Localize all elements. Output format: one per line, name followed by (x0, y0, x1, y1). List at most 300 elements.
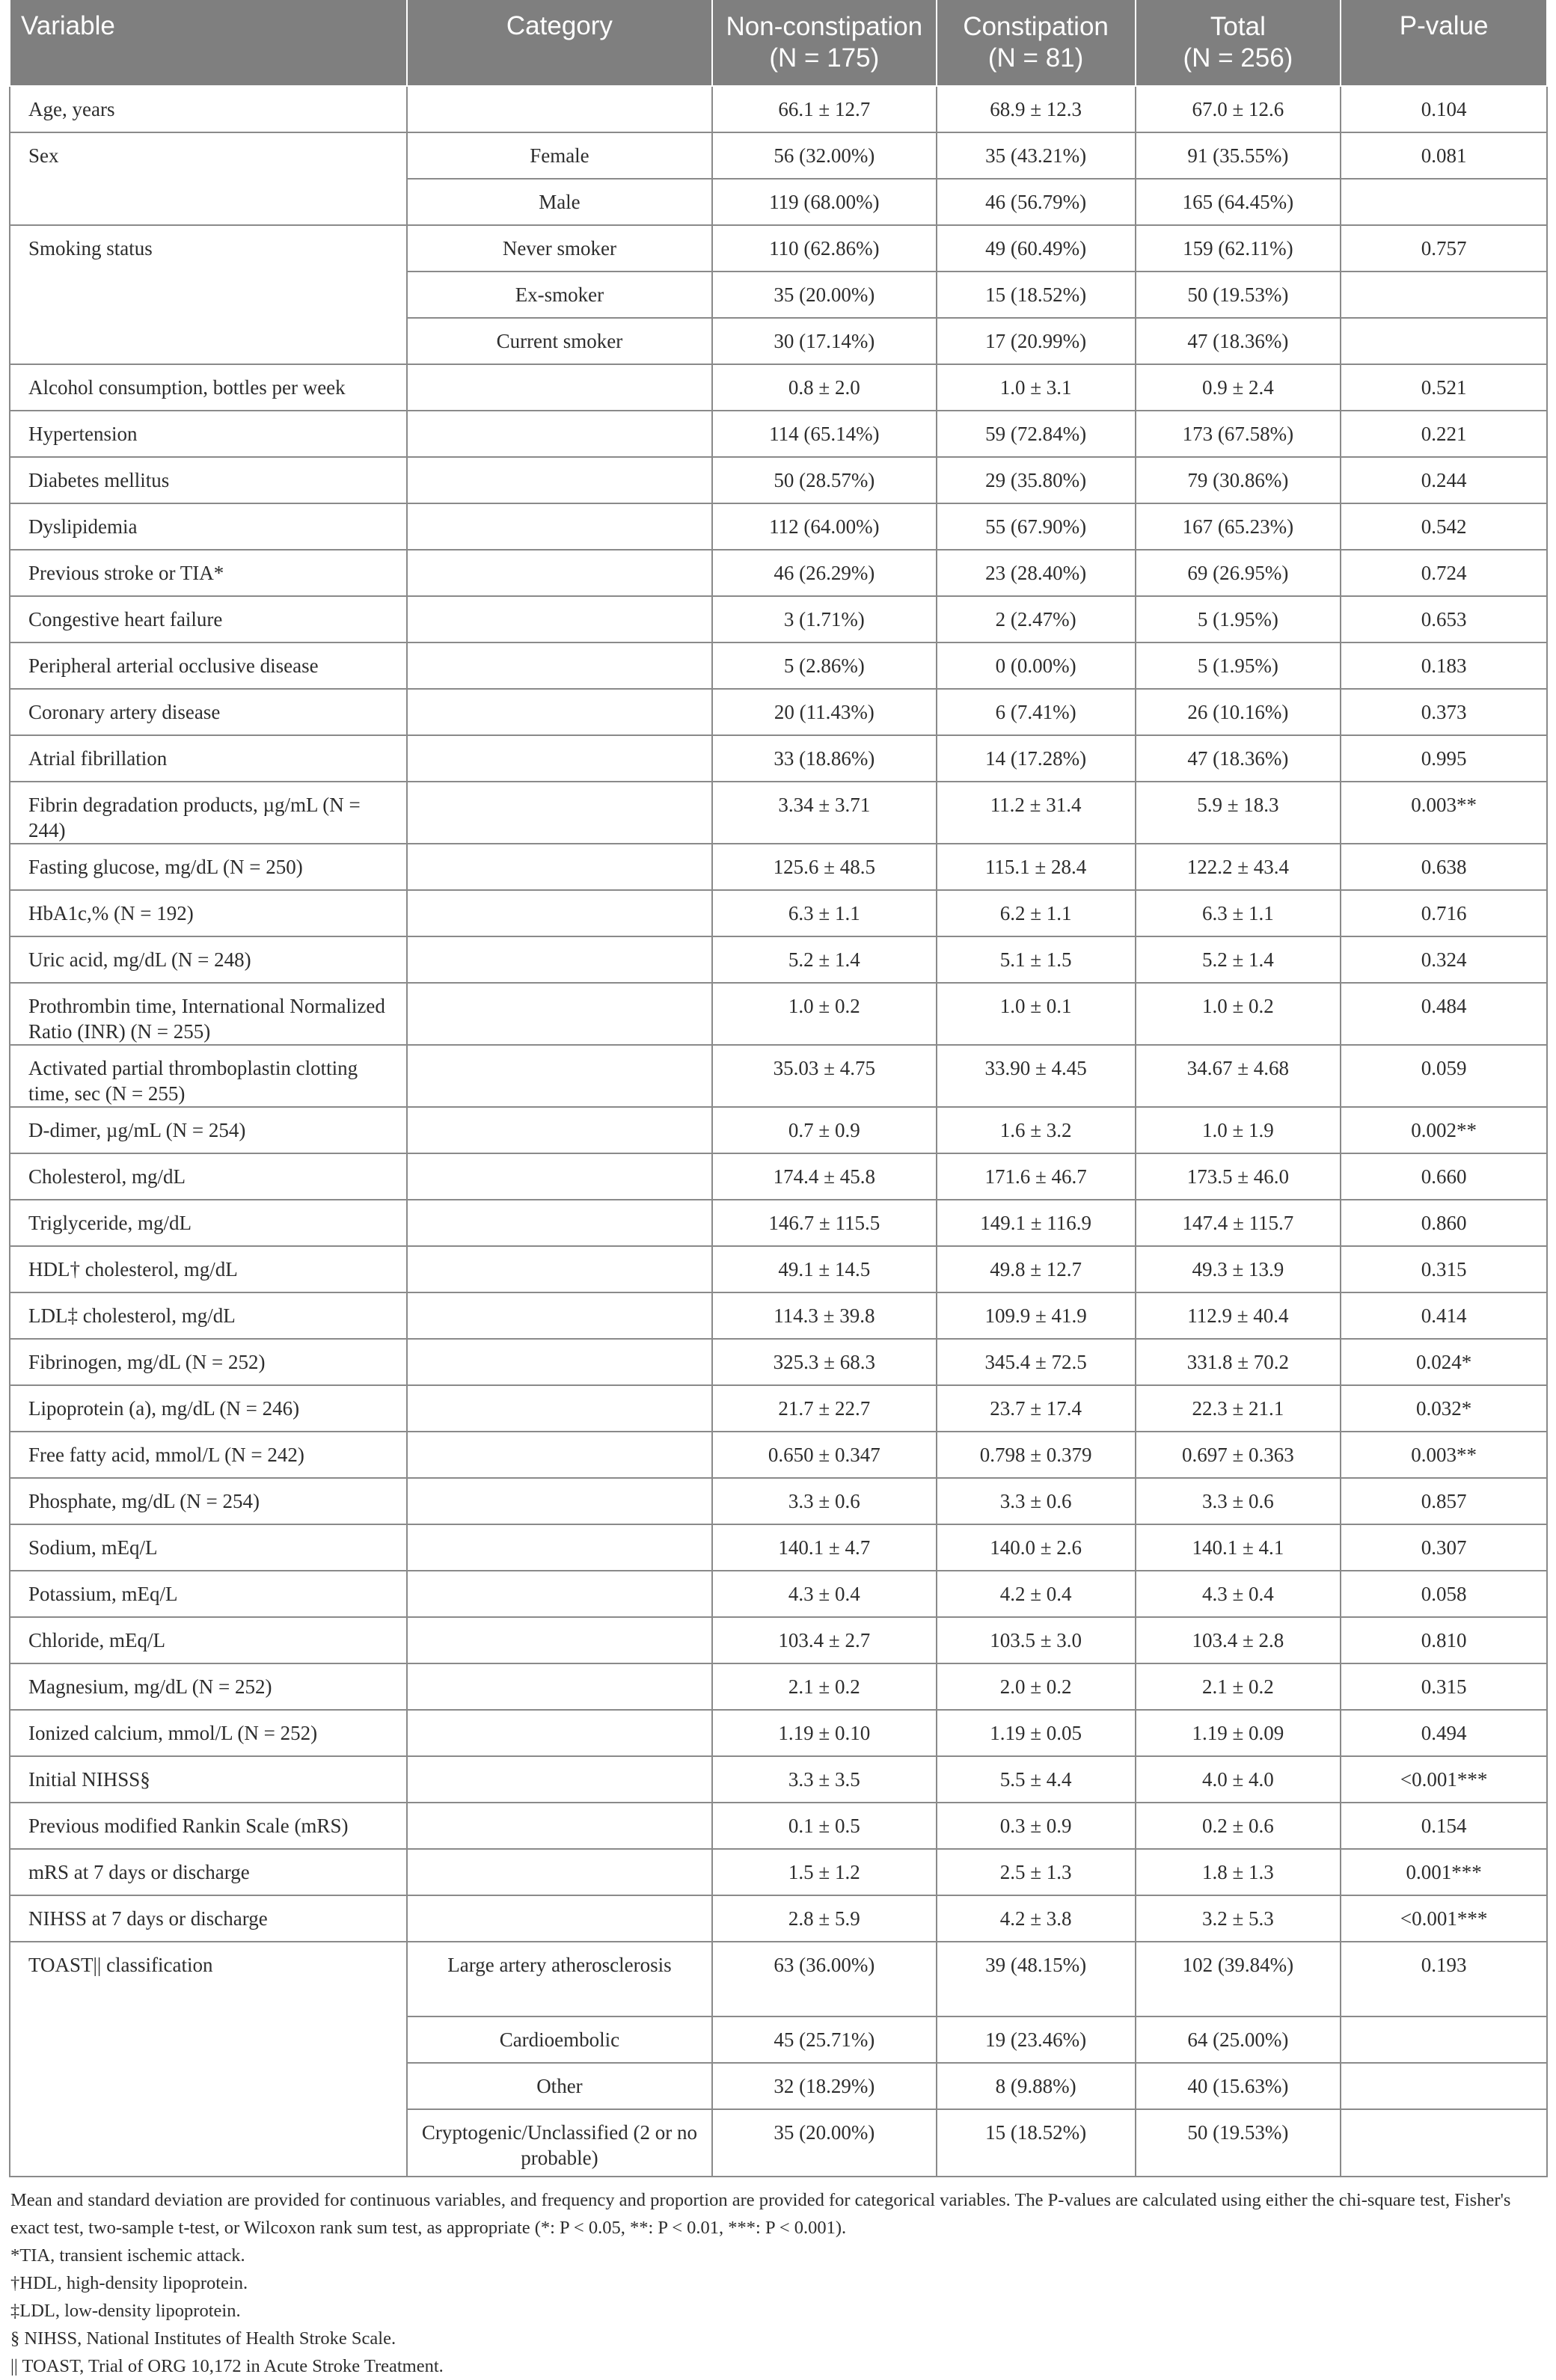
cell-total: 0.9 ± 2.4 (1136, 364, 1341, 411)
cell-non-constipation: 114.3 ± 39.8 (712, 1292, 937, 1339)
cell-category (407, 642, 712, 689)
cell-p-value: 0.001*** (1341, 1849, 1547, 1895)
table-row (10, 1339, 1547, 1385)
cell-category (407, 411, 712, 457)
table-row (10, 1617, 1547, 1663)
table-row (10, 411, 1547, 457)
cell-variable: Smoking status (10, 225, 407, 364)
cell-total: 22.3 ± 21.1 (1136, 1385, 1341, 1432)
cell-constipation: 5.1 ± 1.5 (937, 936, 1136, 983)
table-row (10, 1524, 1547, 1571)
cell-category: Other (407, 2063, 712, 2109)
cell-category (407, 1478, 712, 1524)
table-row (10, 596, 1547, 642)
cell-p-value: 0.183 (1341, 642, 1547, 689)
cell-non-constipation: 103.4 ± 2.7 (712, 1617, 937, 1663)
table-row (10, 1756, 1547, 1803)
cell-variable: Potassium, mEq/L (10, 1571, 407, 1617)
cell-total: 1.0 ± 0.2 (1136, 983, 1341, 1045)
cell-p-value: 0.221 (1341, 411, 1547, 457)
cell-variable: Triglyceride, mg/dL (10, 1200, 407, 1246)
cell-variable: Sex (10, 132, 407, 225)
cell-total: 69 (26.95%) (1136, 550, 1341, 596)
cell-non-constipation: 3 (1.71%) (712, 596, 937, 642)
cell-total: 147.4 ± 115.7 (1136, 1200, 1341, 1246)
table-row (10, 1849, 1547, 1895)
header-non-constipation: Non-constipation (N = 175) (712, 0, 937, 86)
cell-category (407, 1200, 712, 1246)
cell-category (407, 1663, 712, 1710)
cell-p-value (1341, 318, 1547, 364)
cell-p-value: 0.024* (1341, 1339, 1547, 1385)
cell-variable: Atrial fibrillation (10, 735, 407, 782)
cell-variable: Diabetes mellitus (10, 457, 407, 503)
cell-total: 102 (39.84%) (1136, 1942, 1341, 2016)
cell-p-value: 0.757 (1341, 225, 1547, 272)
cell-variable: NIHSS at 7 days or discharge (10, 1895, 407, 1942)
cell-category (407, 86, 712, 132)
cell-constipation: 49 (60.49%) (937, 225, 1136, 272)
cell-p-value: 0.081 (1341, 132, 1547, 179)
table-row (10, 1107, 1547, 1153)
table-row (10, 1385, 1547, 1432)
table-row (10, 735, 1547, 782)
cell-constipation: 4.2 ± 3.8 (937, 1895, 1136, 1942)
header-variable: Variable (10, 0, 407, 86)
table-row (10, 1803, 1547, 1849)
cell-p-value: 0.857 (1341, 1478, 1547, 1524)
cell-p-value (1341, 272, 1547, 318)
cell-non-constipation: 33 (18.86%) (712, 735, 937, 782)
cell-variable: Peripheral arterial occlusive disease (10, 642, 407, 689)
table-row (10, 983, 1547, 1045)
cell-non-constipation: 35 (20.00%) (712, 272, 937, 318)
cell-p-value: 0.995 (1341, 735, 1547, 782)
cell-category (407, 503, 712, 550)
cell-total: 122.2 ± 43.4 (1136, 844, 1341, 890)
cell-non-constipation: 140.1 ± 4.7 (712, 1524, 937, 1571)
cell-constipation: 33.90 ± 4.45 (937, 1045, 1136, 1107)
cell-p-value: 0.154 (1341, 1803, 1547, 1849)
cell-category: Female (407, 132, 712, 179)
cell-non-constipation: 5 (2.86%) (712, 642, 937, 689)
table-row (10, 1942, 1547, 2016)
cell-constipation: 17 (20.99%) (937, 318, 1136, 364)
cell-constipation: 1.0 ± 0.1 (937, 983, 1136, 1045)
cell-constipation: 2.0 ± 0.2 (937, 1663, 1136, 1710)
cell-total: 2.1 ± 0.2 (1136, 1663, 1341, 1710)
table-row (10, 1246, 1547, 1292)
cell-category: Male (407, 179, 712, 225)
cell-total: 173.5 ± 46.0 (1136, 1153, 1341, 1200)
cell-constipation: 2.5 ± 1.3 (937, 1849, 1136, 1895)
cell-category (407, 1849, 712, 1895)
cell-constipation: 4.2 ± 0.4 (937, 1571, 1136, 1617)
cell-constipation: 0.798 ± 0.379 (937, 1432, 1136, 1478)
cell-total: 47 (18.36%) (1136, 735, 1341, 782)
table-row (10, 1478, 1547, 1524)
cell-non-constipation: 63 (36.00%) (712, 1942, 937, 2016)
cell-total: 0.2 ± 0.6 (1136, 1803, 1341, 1849)
cell-category (407, 1803, 712, 1849)
cell-constipation: 59 (72.84%) (937, 411, 1136, 457)
cell-non-constipation: 1.0 ± 0.2 (712, 983, 937, 1045)
cell-category (407, 1617, 712, 1663)
table-container (9, 0, 1548, 2380)
cell-variable: HbA1c,% (N = 192) (10, 890, 407, 936)
cell-non-constipation: 0.650 ± 0.347 (712, 1432, 937, 1478)
cell-category (407, 1895, 712, 1942)
cell-constipation: 3.3 ± 0.6 (937, 1478, 1136, 1524)
cell-p-value: 0.059 (1341, 1045, 1547, 1107)
cell-variable: HDL† cholesterol, mg/dL (10, 1246, 407, 1292)
cell-non-constipation: 125.6 ± 48.5 (712, 844, 937, 890)
cell-category (407, 1107, 712, 1153)
cell-variable: Lipoprotein (a), mg/dL (N = 246) (10, 1385, 407, 1432)
cell-total: 5.2 ± 1.4 (1136, 936, 1341, 983)
cell-variable: Fibrinogen, mg/dL (N = 252) (10, 1339, 407, 1385)
table-row (10, 364, 1547, 411)
cell-constipation: 1.19 ± 0.05 (937, 1710, 1136, 1756)
cell-non-constipation: 325.3 ± 68.3 (712, 1339, 937, 1385)
cell-non-constipation: 5.2 ± 1.4 (712, 936, 937, 983)
cell-total: 167 (65.23%) (1136, 503, 1341, 550)
cell-category (407, 844, 712, 890)
cell-total: 1.0 ± 1.9 (1136, 1107, 1341, 1153)
footnote: § NIHSS, National Institutes of Health Stroke Scale. (10, 2328, 396, 2349)
header-row (10, 0, 1547, 86)
cell-constipation: 149.1 ± 116.9 (937, 1200, 1136, 1246)
cell-category: Cardioembolic (407, 2016, 712, 2063)
cell-constipation: 0 (0.00%) (937, 642, 1136, 689)
cell-variable: Hypertension (10, 411, 407, 457)
cell-constipation: 23.7 ± 17.4 (937, 1385, 1136, 1432)
table-row (10, 503, 1547, 550)
cell-p-value: 0.638 (1341, 844, 1547, 890)
table-row (10, 890, 1547, 936)
cell-variable: Chloride, mEq/L (10, 1617, 407, 1663)
cell-category (407, 1756, 712, 1803)
cell-variable: Cholesterol, mg/dL (10, 1153, 407, 1200)
cell-total: 3.3 ± 0.6 (1136, 1478, 1341, 1524)
cell-category (407, 1524, 712, 1571)
cell-variable: Coronary artery disease (10, 689, 407, 735)
cell-category (407, 735, 712, 782)
cell-constipation: 55 (67.90%) (937, 503, 1136, 550)
cell-variable: Sodium, mEq/L (10, 1524, 407, 1571)
cell-non-constipation: 3.34 ± 3.71 (712, 782, 937, 844)
table-row (10, 225, 1547, 272)
cell-non-constipation: 21.7 ± 22.7 (712, 1385, 937, 1432)
cell-non-constipation: 20 (11.43%) (712, 689, 937, 735)
cell-constipation: 29 (35.80%) (937, 457, 1136, 503)
cell-non-constipation: 1.5 ± 1.2 (712, 1849, 937, 1895)
cell-category (407, 457, 712, 503)
cell-category (407, 1432, 712, 1478)
cell-non-constipation: 0.1 ± 0.5 (712, 1803, 937, 1849)
table-row (10, 1045, 1547, 1107)
header-total: Total (N = 256) (1136, 0, 1341, 86)
cell-variable: Prothrombin time, International Normalized Ratio (INR) (N = 255) (10, 983, 407, 1045)
cell-total: 112.9 ± 40.4 (1136, 1292, 1341, 1339)
table-row (10, 1663, 1547, 1710)
cell-p-value: 0.414 (1341, 1292, 1547, 1339)
cell-p-value: 0.003** (1341, 782, 1547, 844)
cell-non-constipation: 114 (65.14%) (712, 411, 937, 457)
cell-total: 50 (19.53%) (1136, 2109, 1341, 2177)
cell-p-value: 0.653 (1341, 596, 1547, 642)
cell-p-value (1341, 2016, 1547, 2063)
cell-p-value: <0.001*** (1341, 1756, 1547, 1803)
cell-constipation: 23 (28.40%) (937, 550, 1136, 596)
cell-category (407, 936, 712, 983)
cell-p-value: 0.002** (1341, 1107, 1547, 1153)
cell-constipation: 15 (18.52%) (937, 272, 1136, 318)
cell-category: Ex-smoker (407, 272, 712, 318)
cell-variable: Activated partial thromboplastin clotting time, sec (N = 255) (10, 1045, 407, 1107)
cell-p-value: 0.244 (1341, 457, 1547, 503)
cell-category: Current smoker (407, 318, 712, 364)
cell-variable: Fibrin degradation products, µg/mL (N = 244) (10, 782, 407, 844)
cell-variable: Magnesium, mg/dL (N = 252) (10, 1663, 407, 1710)
cell-non-constipation: 56 (32.00%) (712, 132, 937, 179)
cell-total: 26 (10.16%) (1136, 689, 1341, 735)
cell-category (407, 983, 712, 1045)
footnote: || TOAST, Trial of ORG 10,172 in Acute Stroke Treatment. (10, 2356, 444, 2376)
cell-p-value: 0.494 (1341, 1710, 1547, 1756)
cell-category (407, 1571, 712, 1617)
table-row (10, 936, 1547, 983)
cell-non-constipation: 0.8 ± 2.0 (712, 364, 937, 411)
cell-p-value: 0.003** (1341, 1432, 1547, 1478)
cell-variable: Fasting glucose, mg/dL (N = 250) (10, 844, 407, 890)
cell-category (407, 550, 712, 596)
cell-non-constipation: 35.03 ± 4.75 (712, 1045, 937, 1107)
cell-total: 67.0 ± 12.6 (1136, 86, 1341, 132)
cell-variable: Initial NIHSS§ (10, 1756, 407, 1803)
cell-p-value: <0.001*** (1341, 1895, 1547, 1942)
table-row (10, 1895, 1547, 1942)
cell-non-constipation: 66.1 ± 12.7 (712, 86, 937, 132)
cell-constipation: 14 (17.28%) (937, 735, 1136, 782)
cell-non-constipation: 45 (25.71%) (712, 2016, 937, 2063)
table-row (10, 642, 1547, 689)
cell-category (407, 782, 712, 844)
cell-non-constipation: 0.7 ± 0.9 (712, 1107, 937, 1153)
cell-total: 5 (1.95%) (1136, 642, 1341, 689)
cell-total: 1.8 ± 1.3 (1136, 1849, 1341, 1895)
cell-non-constipation: 110 (62.86%) (712, 225, 937, 272)
cell-p-value: 0.860 (1341, 1200, 1547, 1246)
cell-total: 91 (35.55%) (1136, 132, 1341, 179)
cell-constipation: 35 (43.21%) (937, 132, 1136, 179)
cell-p-value (1341, 179, 1547, 225)
cell-category (407, 1292, 712, 1339)
cell-constipation: 5.5 ± 4.4 (937, 1756, 1136, 1803)
cell-variable: Dyslipidemia (10, 503, 407, 550)
table-row (10, 1153, 1547, 1200)
footnote: ‡LDL, low-density lipoprotein. (10, 2301, 241, 2321)
cell-category (407, 1339, 712, 1385)
cell-category (407, 689, 712, 735)
cell-non-constipation: 119 (68.00%) (712, 179, 937, 225)
cell-constipation: 1.0 ± 3.1 (937, 364, 1136, 411)
cell-total: 4.3 ± 0.4 (1136, 1571, 1341, 1617)
cell-non-constipation: 50 (28.57%) (712, 457, 937, 503)
cell-variable: LDL‡ cholesterol, mg/dL (10, 1292, 407, 1339)
cell-constipation: 68.9 ± 12.3 (937, 86, 1136, 132)
header-constipation: Constipation (N = 81) (937, 0, 1136, 86)
table-row (10, 457, 1547, 503)
cell-variable: Ionized calcium, mmol/L (N = 252) (10, 1710, 407, 1756)
cell-constipation: 11.2 ± 31.4 (937, 782, 1136, 844)
cell-p-value: 0.307 (1341, 1524, 1547, 1571)
cell-p-value: 0.660 (1341, 1153, 1547, 1200)
cell-non-constipation: 2.1 ± 0.2 (712, 1663, 937, 1710)
table-row (10, 689, 1547, 735)
cell-non-constipation: 46 (26.29%) (712, 550, 937, 596)
cell-constipation: 8 (9.88%) (937, 2063, 1136, 2109)
cell-category (407, 596, 712, 642)
cell-p-value (1341, 2109, 1547, 2177)
cell-non-constipation: 30 (17.14%) (712, 318, 937, 364)
cell-non-constipation: 35 (20.00%) (712, 2109, 937, 2177)
footnotes (9, 2186, 1548, 2380)
table-body (10, 86, 1547, 2177)
cell-variable: Alcohol consumption, bottles per week (10, 364, 407, 411)
cell-constipation: 0.3 ± 0.9 (937, 1803, 1136, 1849)
cell-total: 331.8 ± 70.2 (1136, 1339, 1341, 1385)
cell-constipation: 6.2 ± 1.1 (937, 890, 1136, 936)
cell-p-value: 0.484 (1341, 983, 1547, 1045)
cell-p-value: 0.324 (1341, 936, 1547, 983)
cell-category: Large artery atherosclerosis (407, 1942, 712, 2016)
cell-non-constipation: 2.8 ± 5.9 (712, 1895, 937, 1942)
cell-total: 5.9 ± 18.3 (1136, 782, 1341, 844)
cell-non-constipation: 6.3 ± 1.1 (712, 890, 937, 936)
cell-p-value: 0.373 (1341, 689, 1547, 735)
cell-category (407, 1045, 712, 1107)
cell-category (407, 890, 712, 936)
cell-variable: Phosphate, mg/dL (N = 254) (10, 1478, 407, 1524)
cell-p-value: 0.058 (1341, 1571, 1547, 1617)
table-row (10, 1571, 1547, 1617)
table-row (10, 782, 1547, 844)
cell-total: 140.1 ± 4.1 (1136, 1524, 1341, 1571)
header-p-value: P-value (1341, 0, 1547, 86)
cell-total: 40 (15.63%) (1136, 2063, 1341, 2109)
table-row (10, 1710, 1547, 1756)
cell-total: 103.4 ± 2.8 (1136, 1617, 1341, 1663)
cell-non-constipation: 112 (64.00%) (712, 503, 937, 550)
cell-total: 47 (18.36%) (1136, 318, 1341, 364)
cell-total: 0.697 ± 0.363 (1136, 1432, 1341, 1478)
cell-variable: Uric acid, mg/dL (N = 248) (10, 936, 407, 983)
cell-constipation: 140.0 ± 2.6 (937, 1524, 1136, 1571)
cell-p-value: 0.810 (1341, 1617, 1547, 1663)
footnote: *TIA, transient ischemic attack. (10, 2245, 245, 2266)
cell-category (407, 1385, 712, 1432)
cell-category (407, 1246, 712, 1292)
footnote: †HDL, high-density lipoprotein. (10, 2273, 248, 2293)
cell-p-value: 0.315 (1341, 1246, 1547, 1292)
cell-p-value (1341, 2063, 1547, 2109)
table-row (10, 1292, 1547, 1339)
cell-total: 4.0 ± 4.0 (1136, 1756, 1341, 1803)
cell-total: 64 (25.00%) (1136, 2016, 1341, 2063)
cell-variable: TOAST|| classification (10, 1942, 407, 2177)
cell-category (407, 1153, 712, 1200)
cell-variable: Previous stroke or TIA* (10, 550, 407, 596)
cell-total: 50 (19.53%) (1136, 272, 1341, 318)
cell-total: 3.2 ± 5.3 (1136, 1895, 1341, 1942)
cell-constipation: 1.6 ± 3.2 (937, 1107, 1136, 1153)
cell-total: 34.67 ± 4.68 (1136, 1045, 1341, 1107)
cell-p-value: 0.104 (1341, 86, 1547, 132)
table-row (10, 1200, 1547, 1246)
cell-p-value: 0.724 (1341, 550, 1547, 596)
cell-variable: D-dimer, µg/mL (N = 254) (10, 1107, 407, 1153)
cell-total: 173 (67.58%) (1136, 411, 1341, 457)
cell-non-constipation: 146.7 ± 115.5 (712, 1200, 937, 1246)
table-row (10, 1432, 1547, 1478)
table-row (10, 132, 1547, 179)
cell-total: 49.3 ± 13.9 (1136, 1246, 1341, 1292)
cell-constipation: 115.1 ± 28.4 (937, 844, 1136, 890)
cell-variable: Age, years (10, 86, 407, 132)
cell-constipation: 19 (23.46%) (937, 2016, 1136, 2063)
cell-variable: Congestive heart failure (10, 596, 407, 642)
cell-category: Never smoker (407, 225, 712, 272)
cell-variable: Previous modified Rankin Scale (mRS) (10, 1803, 407, 1849)
cell-constipation: 6 (7.41%) (937, 689, 1136, 735)
cell-constipation: 46 (56.79%) (937, 179, 1136, 225)
header-category: Category (407, 0, 712, 86)
table-row (10, 550, 1547, 596)
cell-non-constipation: 3.3 ± 3.5 (712, 1756, 937, 1803)
cell-total: 79 (30.86%) (1136, 457, 1341, 503)
cell-p-value: 0.521 (1341, 364, 1547, 411)
cell-constipation: 171.6 ± 46.7 (937, 1153, 1136, 1200)
cell-non-constipation: 32 (18.29%) (712, 2063, 937, 2109)
characteristics-table (9, 0, 1548, 2177)
cell-total: 1.19 ± 0.09 (1136, 1710, 1341, 1756)
cell-p-value: 0.193 (1341, 1942, 1547, 2016)
cell-non-constipation: 4.3 ± 0.4 (712, 1571, 937, 1617)
cell-constipation: 345.4 ± 72.5 (937, 1339, 1136, 1385)
cell-non-constipation: 174.4 ± 45.8 (712, 1153, 937, 1200)
cell-non-constipation: 3.3 ± 0.6 (712, 1478, 937, 1524)
cell-p-value: 0.032* (1341, 1385, 1547, 1432)
cell-constipation: 39 (48.15%) (937, 1942, 1136, 2016)
cell-p-value: 0.542 (1341, 503, 1547, 550)
cell-constipation: 103.5 ± 3.0 (937, 1617, 1136, 1663)
table-row (10, 844, 1547, 890)
footnote: Mean and standard deviation are provided for continuous variables, and frequency and proportion are provided for categorical variables. The P-values are calculated using either the chi-square test, Fisher's exact test, two-sample t-test, or Wilcoxon rank sum test, as appropriate (*: P < 0.05, **: P < 0.01, ***: P < 0.001). (10, 2190, 1511, 2238)
cell-total: 5 (1.95%) (1136, 596, 1341, 642)
cell-non-constipation: 1.19 ± 0.10 (712, 1710, 937, 1756)
cell-constipation: 49.8 ± 12.7 (937, 1246, 1136, 1292)
cell-constipation: 109.9 ± 41.9 (937, 1292, 1136, 1339)
cell-category (407, 364, 712, 411)
cell-total: 6.3 ± 1.1 (1136, 890, 1341, 936)
cell-total: 165 (64.45%) (1136, 179, 1341, 225)
cell-constipation: 2 (2.47%) (937, 596, 1136, 642)
cell-total: 159 (62.11%) (1136, 225, 1341, 272)
cell-category: Cryptogenic/Unclassified (2 or no probable) (407, 2109, 712, 2177)
cell-constipation: 15 (18.52%) (937, 2109, 1136, 2177)
cell-p-value: 0.716 (1341, 890, 1547, 936)
